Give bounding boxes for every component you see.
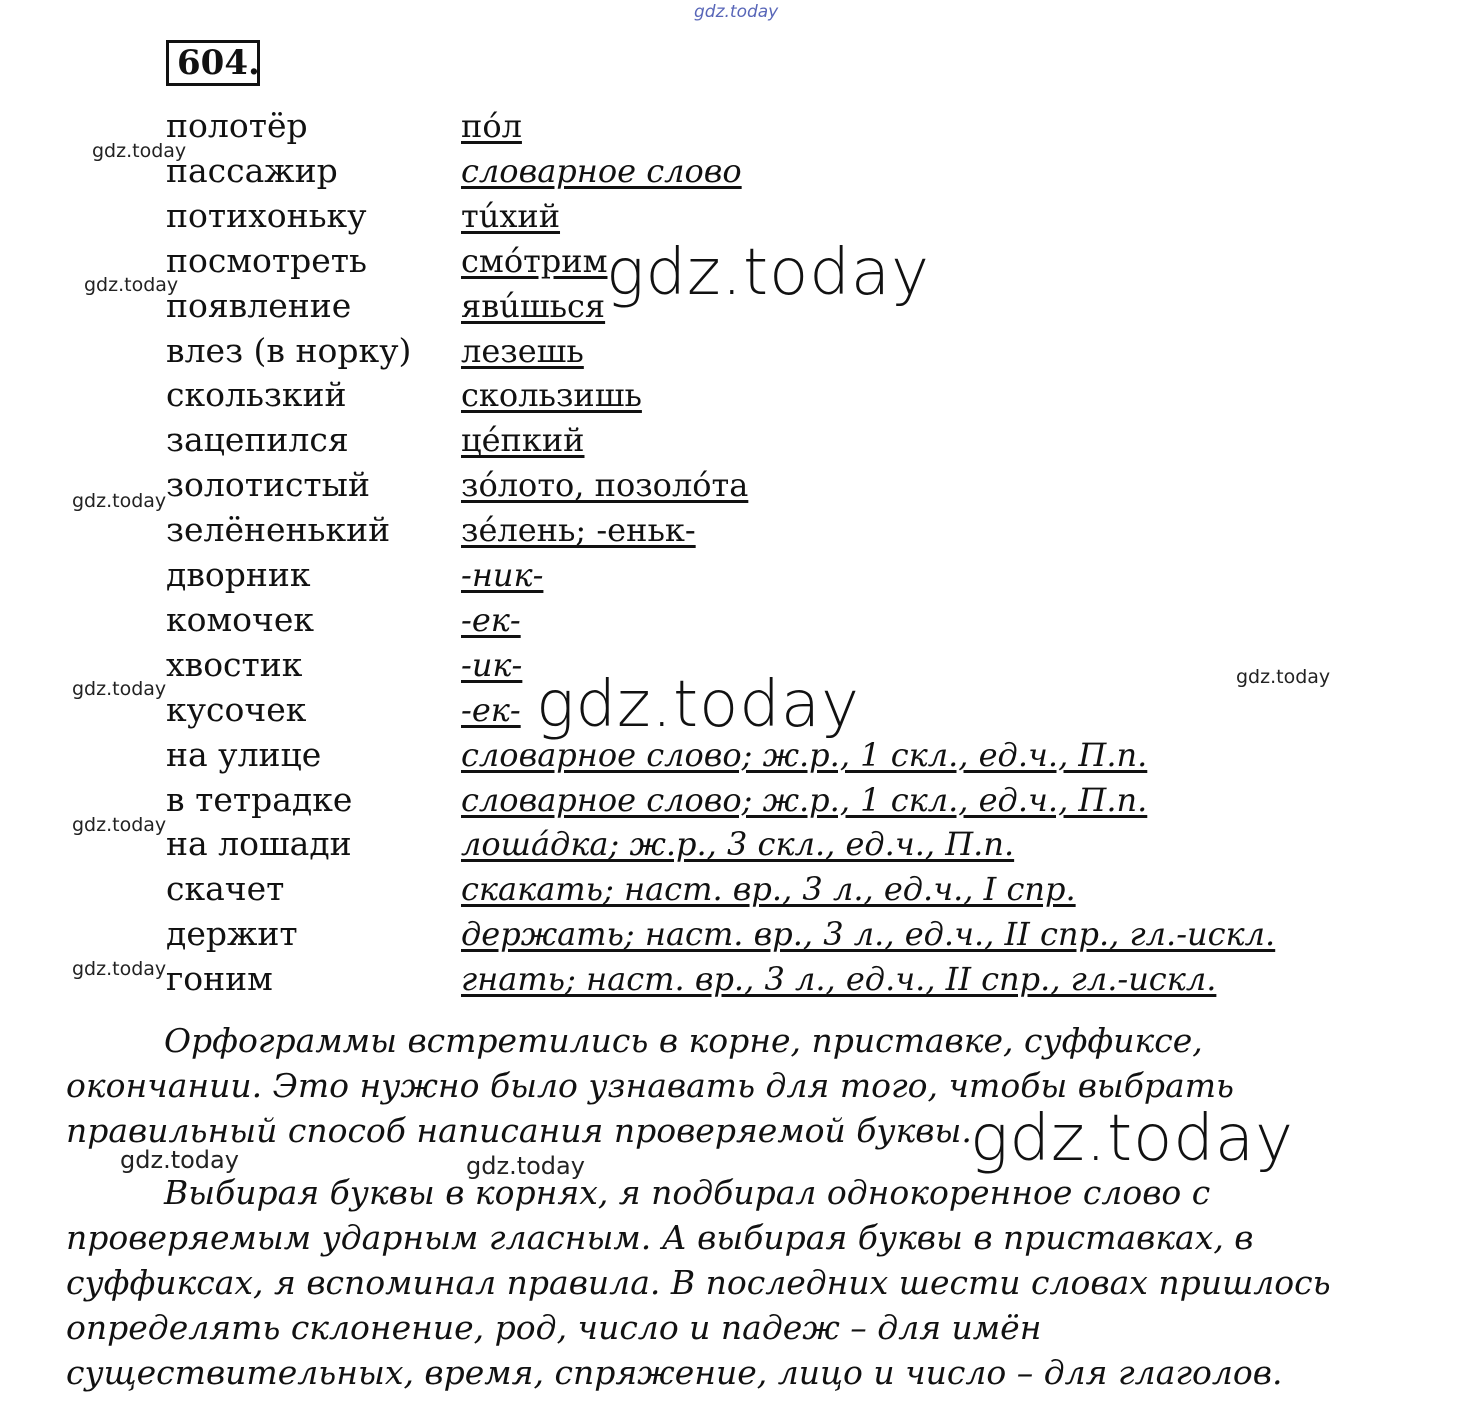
word: посмотреть <box>166 240 368 280</box>
check-word: -ек- <box>461 600 521 639</box>
word: золотистый <box>166 465 370 505</box>
watermark: gdz.today <box>536 668 860 742</box>
watermark: gdz.today <box>84 274 179 296</box>
check-word: словарное слово; ж.р., 1 скл., ед.ч., П.п. <box>461 780 1148 819</box>
check-word: скользишь <box>461 376 642 415</box>
check-word: -ек- <box>461 690 521 729</box>
check-word: -ник- <box>461 556 544 594</box>
word-row <box>0 508 1471 552</box>
word: полотёр <box>166 106 308 145</box>
word: влез (в норку) <box>166 330 412 370</box>
word: на улице <box>166 734 322 774</box>
watermark: gdz.today <box>1236 666 1331 688</box>
word: гоним <box>166 959 273 999</box>
check-word: -ик- <box>461 645 523 684</box>
word: в тетрадке <box>166 779 353 819</box>
watermark: gdz.today <box>72 814 167 836</box>
word: потихоньку <box>166 195 367 235</box>
word: появление <box>166 285 352 325</box>
word-row <box>0 194 1471 238</box>
paragraph-1: Орфограммы встретились в корне, приставке, суффиксе, окончании. Это нужно было узнавать для того, чтобы выбрать правильный способ написания проверяемой буквы. <box>66 1021 1234 1150</box>
word-row <box>0 912 1471 956</box>
word-row <box>0 553 1471 597</box>
check-word: цéпкий <box>461 421 585 460</box>
word: хвостик <box>166 644 303 684</box>
word: держит <box>166 914 298 954</box>
check-word: тúхий <box>461 196 561 235</box>
check-word: зóлото, позолóта <box>461 466 749 505</box>
exercise-number: 604. <box>166 40 260 86</box>
word: комочек <box>166 599 315 639</box>
watermark-top: gdz.today <box>694 2 779 22</box>
check-word: гнать; наст. вр., 3 л., ед.ч., II спр., гл.-искл. <box>461 960 1217 999</box>
word: скачет <box>166 869 285 909</box>
word: пассажир <box>166 150 338 190</box>
word-row <box>0 598 1471 642</box>
word: дворник <box>166 555 311 594</box>
check-word: пóл <box>461 107 522 145</box>
word: зелёненький <box>166 510 391 550</box>
word-row <box>0 822 1471 866</box>
check-word: лошáдка; ж.р., 3 скл., ед.ч., П.п. <box>461 825 1015 864</box>
word-row <box>0 778 1471 822</box>
word-row <box>0 329 1471 373</box>
check-word: лезешь <box>461 331 584 370</box>
word-row <box>0 418 1471 462</box>
watermark: gdz.today <box>970 1102 1294 1176</box>
watermark: gdz.today <box>72 490 167 512</box>
word-row <box>0 463 1471 507</box>
word: кусочек <box>166 689 307 729</box>
paragraph-2: Выбирая буквы в корнях, я подбирал однокоренное слово с проверяемым ударным гласным. А выбирая буквы в приставках, в суффиксах, я вспоминал правила. В последних шести словах пришлось определять склонение, род, число и падеж – для имён существительных, время, спряжение, лицо и число – для глаголов. <box>66 1173 1331 1392</box>
check-word: словарное слово <box>461 151 742 190</box>
watermark: gdz.today <box>120 1146 239 1174</box>
check-word: смóтрим <box>461 241 608 280</box>
word: зацепился <box>166 420 349 460</box>
check-word: явúшься <box>461 286 606 325</box>
word-row <box>0 957 1471 1001</box>
word: скользкий <box>166 375 347 415</box>
check-word: зéлень; -еньк- <box>461 511 696 550</box>
watermark: gdz.today <box>72 958 167 980</box>
check-word: держать; наст. вр., 3 л., ед.ч., II спр., гл.-искл. <box>461 915 1276 954</box>
word-row <box>0 104 1471 148</box>
watermark: gdz.today <box>72 678 167 700</box>
word-row <box>0 373 1471 417</box>
watermark: gdz.today <box>606 236 930 310</box>
word-row <box>0 867 1471 911</box>
check-word: скакать; наст. вр., 3 л., ед.ч., I спр. <box>461 870 1076 909</box>
watermark: gdz.today <box>466 1152 585 1180</box>
watermark: gdz.today <box>92 140 187 162</box>
check-word: словарное слово; ж.р., 1 скл., ед.ч., П.п. <box>461 735 1148 774</box>
word: на лошади <box>166 824 352 864</box>
word-row <box>0 149 1471 193</box>
